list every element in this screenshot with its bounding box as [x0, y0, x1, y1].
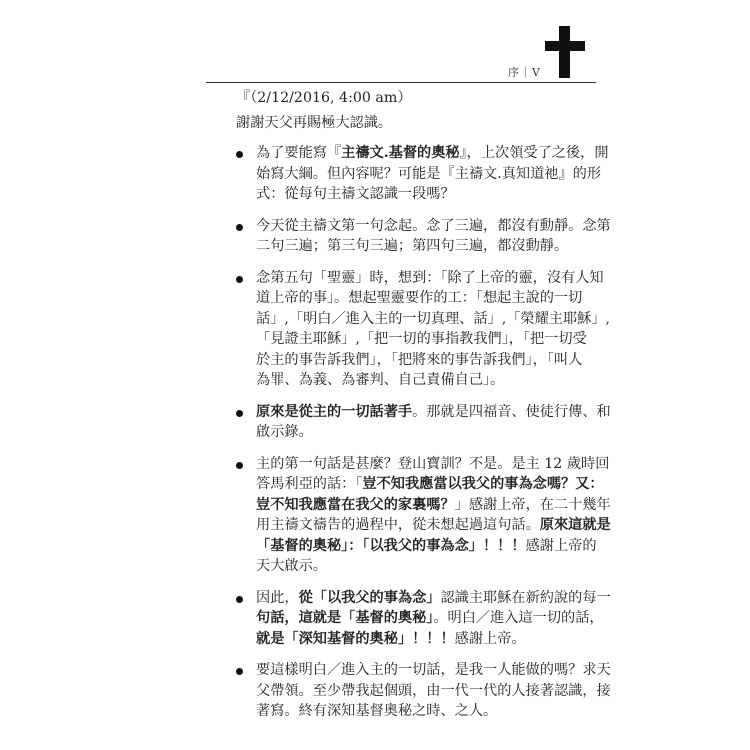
list-item [236, 216, 611, 257]
text-line [256, 454, 610, 475]
bullet-list [236, 143, 611, 722]
text-run: 念第五句「聖靈」時，想到：「除了上帝的靈，沒有人知 [256, 269, 604, 286]
cross-icon [545, 26, 585, 78]
date-line: 『（2/12/2016, 4:00 am） [236, 90, 412, 106]
bold-text: 就是「深知基督的奧秘」！！！ [256, 630, 455, 647]
bold-text: 句話，這就是「基督的奧秘」 [256, 610, 434, 626]
text-line [256, 422, 592, 443]
text-run: 。明白／進入這一切的話， [433, 610, 604, 626]
bold-text: 原來這就是 [539, 517, 611, 533]
text-run: 主的第一句話是甚麼？登山寶訓？不是。是主 12 歲時回 [256, 455, 610, 472]
bold-text: 主禱文.基督的奧秘 [341, 145, 460, 161]
text-run: 要這樣明白／進入主的一切話，是我一人能做的嗎？求天 [256, 662, 611, 678]
text-line [256, 268, 604, 289]
text-line [256, 309, 611, 330]
bullet-icon [236, 410, 243, 417]
bullet-icon [236, 224, 243, 231]
intro-paragraph: 謝謝天父再賜極大認識。 [236, 114, 393, 131]
bold-text: 豈不知我應當在我父的家裏嗎？ [256, 496, 455, 513]
text-line [256, 184, 592, 205]
text-line [256, 608, 604, 629]
text-run: 為了要能寫『 [256, 145, 342, 161]
text-run: 啟示錄。 [256, 424, 313, 440]
text-run: 道上帝的事」。想起聖靈要作的工：「想起主說的一切 [256, 290, 583, 306]
text-line [256, 701, 592, 722]
text-line [256, 216, 611, 237]
text-run: 』，上次領受了之後，開 [459, 145, 609, 161]
text-line [256, 236, 592, 257]
text-run: 用主禱文禱告的過程中，從未想起過這句話。 [256, 517, 540, 533]
text-run: 感謝上帝的 [525, 537, 597, 554]
list-item [236, 588, 611, 650]
page-body [236, 88, 611, 733]
bold-text: 原來是從主的一切話著手 [256, 403, 413, 420]
text-line [256, 536, 597, 557]
text-run: 式：從每句主禱文認識一段嗎？ [256, 186, 455, 202]
list-item [236, 268, 611, 391]
bullet-icon [236, 151, 243, 158]
text-run: 二句三遍；第三句三遍；第四句三遍，都沒動靜。 [256, 238, 569, 254]
text-line [256, 370, 592, 391]
text-run: 因此， [256, 589, 299, 606]
list-item [236, 402, 611, 443]
text-line [256, 474, 604, 495]
bold-text: 從「以我父的事為念」 [298, 589, 441, 606]
text-run: 「見證主耶穌」,「把一切的事指教我們」，「把一切受 [256, 331, 587, 347]
text-line [256, 143, 609, 164]
bullet-icon [236, 668, 243, 675]
bullet-icon [236, 462, 243, 469]
running-head: 序｜V [508, 66, 541, 79]
text-run: 答馬利亞的話：「 [256, 476, 363, 492]
text-run: 著寫。終有深知基督奧秘之時、之人。 [256, 703, 498, 719]
text-run: 感謝上帝。 [454, 630, 526, 647]
text-run: 為罪、為義、為審判、自己責備自己」。 [256, 372, 505, 388]
bold-text: 「基督的奧秘」：「以我父的事為念」！！！ [256, 537, 526, 554]
text-line [256, 556, 592, 577]
bullet-icon [236, 276, 243, 283]
text-run: 父帶領。至少帶我起個頭，由一代一代的人接著認識，接 [256, 682, 611, 699]
text-line [256, 629, 592, 650]
text-line [256, 288, 592, 309]
text-line [256, 329, 592, 350]
text-line [256, 660, 611, 681]
bold-text: 豈不知我應當以我父的事為念嗎？又： [362, 476, 604, 492]
text-run: 今天從主禱文第一句念起。念了三遍，都沒有動靜。念第 [256, 217, 611, 234]
text-run: 始寫大綱。但內容呢？可能是『主禱文.真知道祂』的形 [256, 165, 602, 182]
text-line [256, 402, 611, 423]
text-run: 話」,「明白／進入主的一切真理、話」,「榮耀主耶穌」, [256, 310, 611, 327]
header-rule [206, 82, 596, 83]
text-line [256, 515, 611, 536]
bullet-icon [236, 596, 243, 603]
text-run: 」感謝上帝，在二十幾年 [454, 496, 611, 513]
list-item [236, 143, 609, 205]
text-line [256, 495, 611, 516]
text-run: 。那就是四福音、使徒行傳、和 [412, 403, 611, 420]
text-line [256, 681, 611, 702]
text-run: 於主的事告訴我們」，「把將來的事告訴我們」，「叫人 [256, 351, 583, 368]
text-run: 認識主耶穌在新約說的每一 [440, 589, 611, 606]
text-line [256, 588, 611, 609]
list-item [236, 660, 611, 722]
text-line [256, 164, 602, 185]
text-line [256, 350, 592, 371]
list-item [236, 454, 611, 577]
text-run: 天大啟示。 [256, 558, 327, 574]
